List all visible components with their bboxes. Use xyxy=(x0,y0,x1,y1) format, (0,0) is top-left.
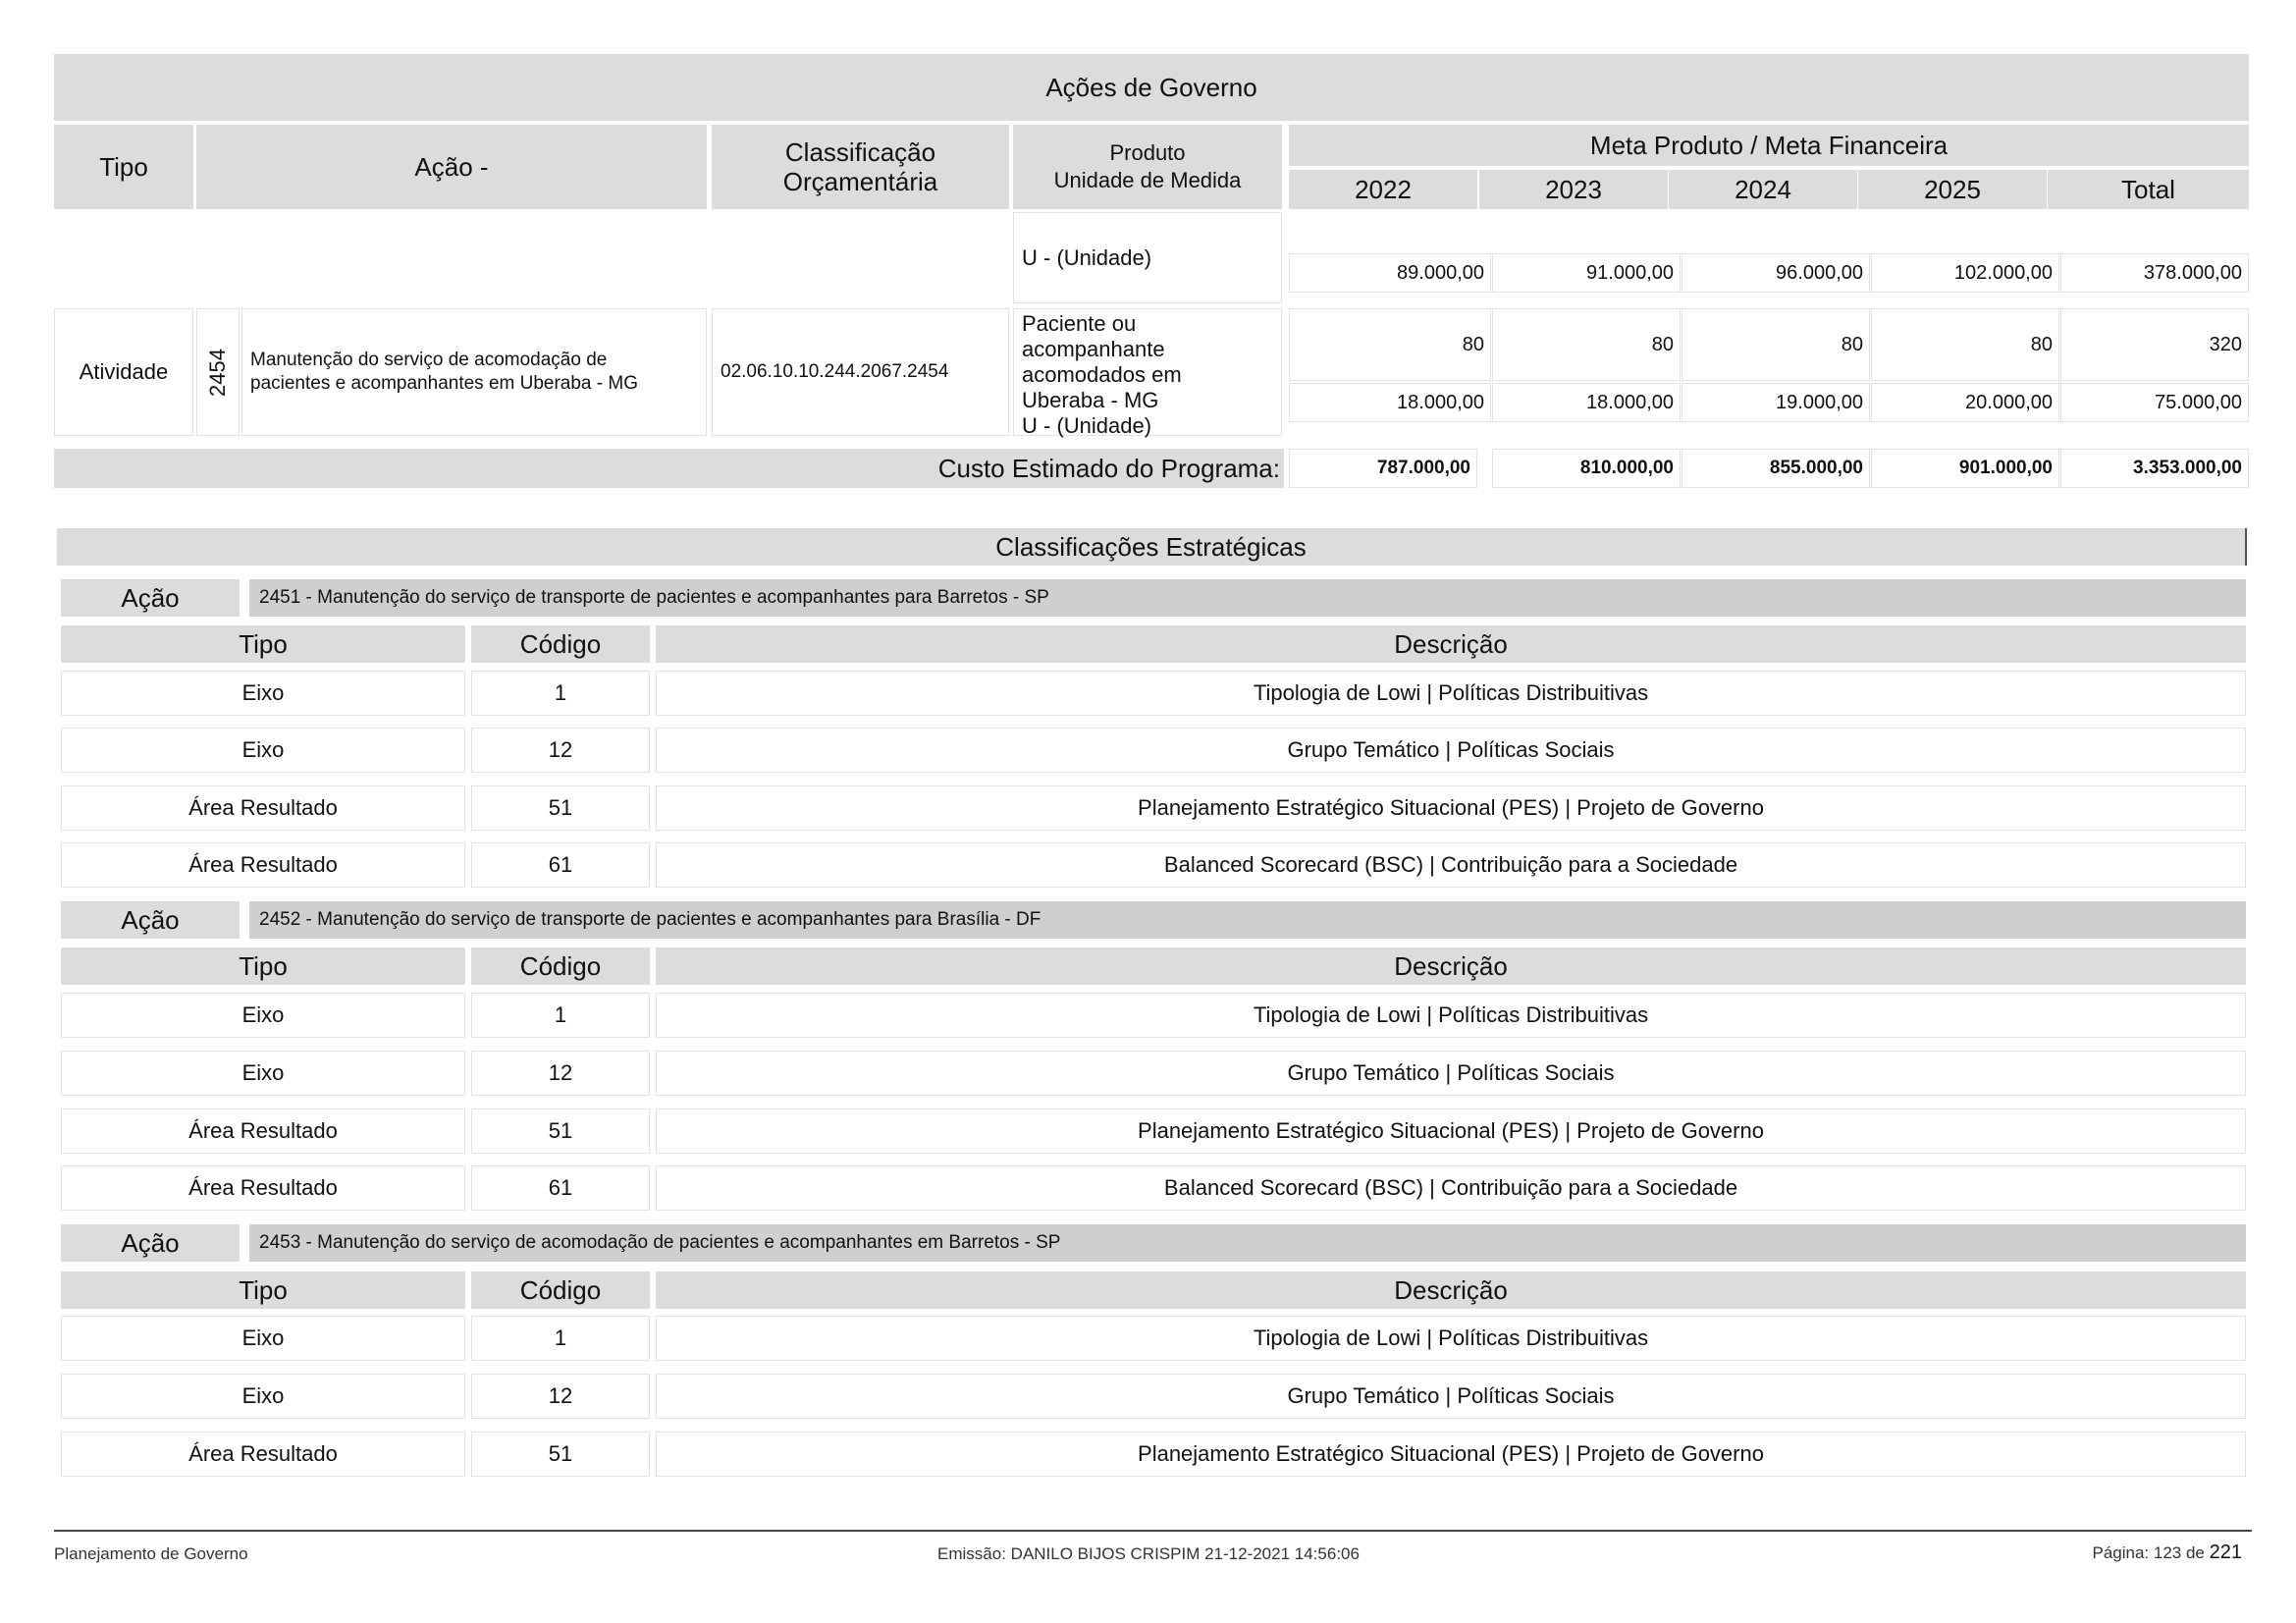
row-descricao: Planejamento Estratégico Situacional (PES) | Projeto de Governo xyxy=(656,1109,2246,1154)
custo-2022: 787.000,00 xyxy=(1289,449,1477,488)
acoes-title: Ações de Governo xyxy=(54,54,2249,121)
footer-page-total: 221 xyxy=(2209,1542,2242,1563)
row-acao: Manutenção do serviço de acomodação de pacientes e acompanhantes em Uberaba - MG xyxy=(241,308,707,436)
row-codigo: 2454 xyxy=(205,348,230,397)
row-tipo: Eixo xyxy=(61,728,465,773)
row-tipo: Área Resultado xyxy=(61,1432,465,1477)
footer-page-prefix: Página: 123 de xyxy=(2092,1543,2205,1562)
acao-title: 2451 - Manutenção do serviço de transporte de pacientes e acompanhantes para Barretos - SP xyxy=(249,579,2246,617)
row-produto: Paciente ou acompanhante acomodados em Uberaba - MG U - (Unidade) xyxy=(1013,308,1282,436)
meta-produto-2023: 80 xyxy=(1492,308,1681,381)
header-codigo: Código xyxy=(471,625,650,663)
row-codigo-cell xyxy=(196,308,240,436)
meta-financeira-2022: 18.000,00 xyxy=(1289,383,1491,422)
row-tipo: Atividade xyxy=(54,308,193,436)
row-codigo: 61 xyxy=(471,1165,650,1211)
col-header-acao: Ação - xyxy=(196,125,707,209)
year-header-2024: 2024 xyxy=(1669,170,1857,209)
row-codigo: 51 xyxy=(471,1432,650,1477)
row-codigo: 51 xyxy=(471,1109,650,1154)
row-descricao: Grupo Temático | Políticas Sociais xyxy=(656,1051,2246,1096)
row-codigo: 51 xyxy=(471,785,650,831)
row-tipo: Área Resultado xyxy=(61,1165,465,1211)
row-codigo: 12 xyxy=(471,728,650,773)
row-codigo: 1 xyxy=(471,993,650,1038)
year-header-2022: 2022 xyxy=(1289,170,1477,209)
meta-produto-total: 320 xyxy=(2060,308,2249,381)
acao-label: Ação xyxy=(61,579,240,617)
header-tipo: Tipo xyxy=(61,947,465,985)
acao-title: 2452 - Manutenção do serviço de transporte de pacientes e acompanhantes para Brasília - DF xyxy=(249,901,2246,939)
custo-2025: 901.000,00 xyxy=(1871,449,2059,488)
classificacoes-title: Classificações Estratégicas xyxy=(57,528,2247,566)
meta-financeira-total: 75.000,00 xyxy=(2060,383,2249,422)
header-tipo: Tipo xyxy=(61,1271,465,1309)
row-descricao: Grupo Temático | Políticas Sociais xyxy=(656,1374,2246,1419)
acao-label: Ação xyxy=(61,901,240,939)
year-header-2023: 2023 xyxy=(1479,170,1668,209)
produto-unidade: U - (Unidade) xyxy=(1013,212,1282,303)
footer-divider xyxy=(54,1530,2252,1532)
row-tipo: Área Resultado xyxy=(61,1109,465,1154)
row-codigo: 1 xyxy=(471,671,650,716)
row-tipo: Eixo xyxy=(61,671,465,716)
prev-value-2022: 89.000,00 xyxy=(1289,253,1491,293)
row-descricao: Tipologia de Lowi | Políticas Distribuitivas xyxy=(656,993,2246,1038)
col-header-meta: Meta Produto / Meta Financeira xyxy=(1289,125,2249,166)
header-descricao: Descrição xyxy=(656,947,2246,985)
meta-financeira-2024: 19.000,00 xyxy=(1682,383,1870,422)
custo-total: 3.353.000,00 xyxy=(2060,449,2249,488)
footer-pagina xyxy=(1963,1542,2242,1564)
col-header-classificacao: Classificação Orçamentária xyxy=(712,125,1009,209)
meta-produto-2022: 80 xyxy=(1289,308,1491,381)
row-descricao: Balanced Scorecard (BSC) | Contribuição para a Sociedade xyxy=(656,1165,2246,1211)
row-descricao: Tipologia de Lowi | Políticas Distribuitivas xyxy=(656,1316,2246,1361)
header-codigo: Código xyxy=(471,947,650,985)
col-header-tipo: Tipo xyxy=(54,125,193,209)
meta-financeira-2023: 18.000,00 xyxy=(1492,383,1681,422)
row-tipo: Eixo xyxy=(61,993,465,1038)
footer-left: Planejamento de Governo xyxy=(54,1544,248,1563)
meta-produto-2025: 80 xyxy=(1871,308,2059,381)
meta-produto-2024: 80 xyxy=(1682,308,1870,381)
custo-2023: 810.000,00 xyxy=(1492,449,1681,488)
acao-title: 2453 - Manutenção do serviço de acomodação de pacientes e acompanhantes em Barretos - SP xyxy=(249,1224,2246,1262)
row-descricao: Tipologia de Lowi | Políticas Distribuitivas xyxy=(656,671,2246,716)
header-tipo: Tipo xyxy=(61,625,465,663)
header-descricao: Descrição xyxy=(656,625,2246,663)
row-tipo: Área Resultado xyxy=(61,785,465,831)
year-header-total: Total xyxy=(2048,170,2249,209)
footer-emissao: Emissão: DANILO BIJOS CRISPIM 21-12-2021 14:56:06 xyxy=(937,1544,1360,1563)
row-tipo: Eixo xyxy=(61,1374,465,1419)
row-codigo: 1 xyxy=(471,1316,650,1361)
prev-value-2024: 96.000,00 xyxy=(1682,253,1870,293)
prev-value-total: 378.000,00 xyxy=(2060,253,2249,293)
row-descricao: Planejamento Estratégico Situacional (PES) | Projeto de Governo xyxy=(656,785,2246,831)
row-codigo: 61 xyxy=(471,842,650,888)
header-descricao: Descrição xyxy=(656,1271,2246,1309)
year-header-2025: 2025 xyxy=(1858,170,2047,209)
prev-value-2025: 102.000,00 xyxy=(1871,253,2059,293)
meta-financeira-2025: 20.000,00 xyxy=(1871,383,2059,422)
header-codigo: Código xyxy=(471,1271,650,1309)
col-header-produto: Produto Unidade de Medida xyxy=(1013,125,1282,209)
row-codigo: 12 xyxy=(471,1051,650,1096)
prev-value-2023: 91.000,00 xyxy=(1492,253,1681,293)
row-descricao: Grupo Temático | Políticas Sociais xyxy=(656,728,2246,773)
row-codigo: 12 xyxy=(471,1374,650,1419)
custo-2024: 855.000,00 xyxy=(1682,449,1870,488)
row-tipo: Eixo xyxy=(61,1051,465,1096)
row-descricao: Balanced Scorecard (BSC) | Contribuição para a Sociedade xyxy=(656,842,2246,888)
custo-label: Custo Estimado do Programa: xyxy=(54,449,1284,488)
row-tipo: Área Resultado xyxy=(61,842,465,888)
row-classificacao: 02.06.10.10.244.2067.2454 xyxy=(712,308,1009,436)
row-tipo: Eixo xyxy=(61,1316,465,1361)
acao-label: Ação xyxy=(61,1224,240,1262)
row-descricao: Planejamento Estratégico Situacional (PES) | Projeto de Governo xyxy=(656,1432,2246,1477)
